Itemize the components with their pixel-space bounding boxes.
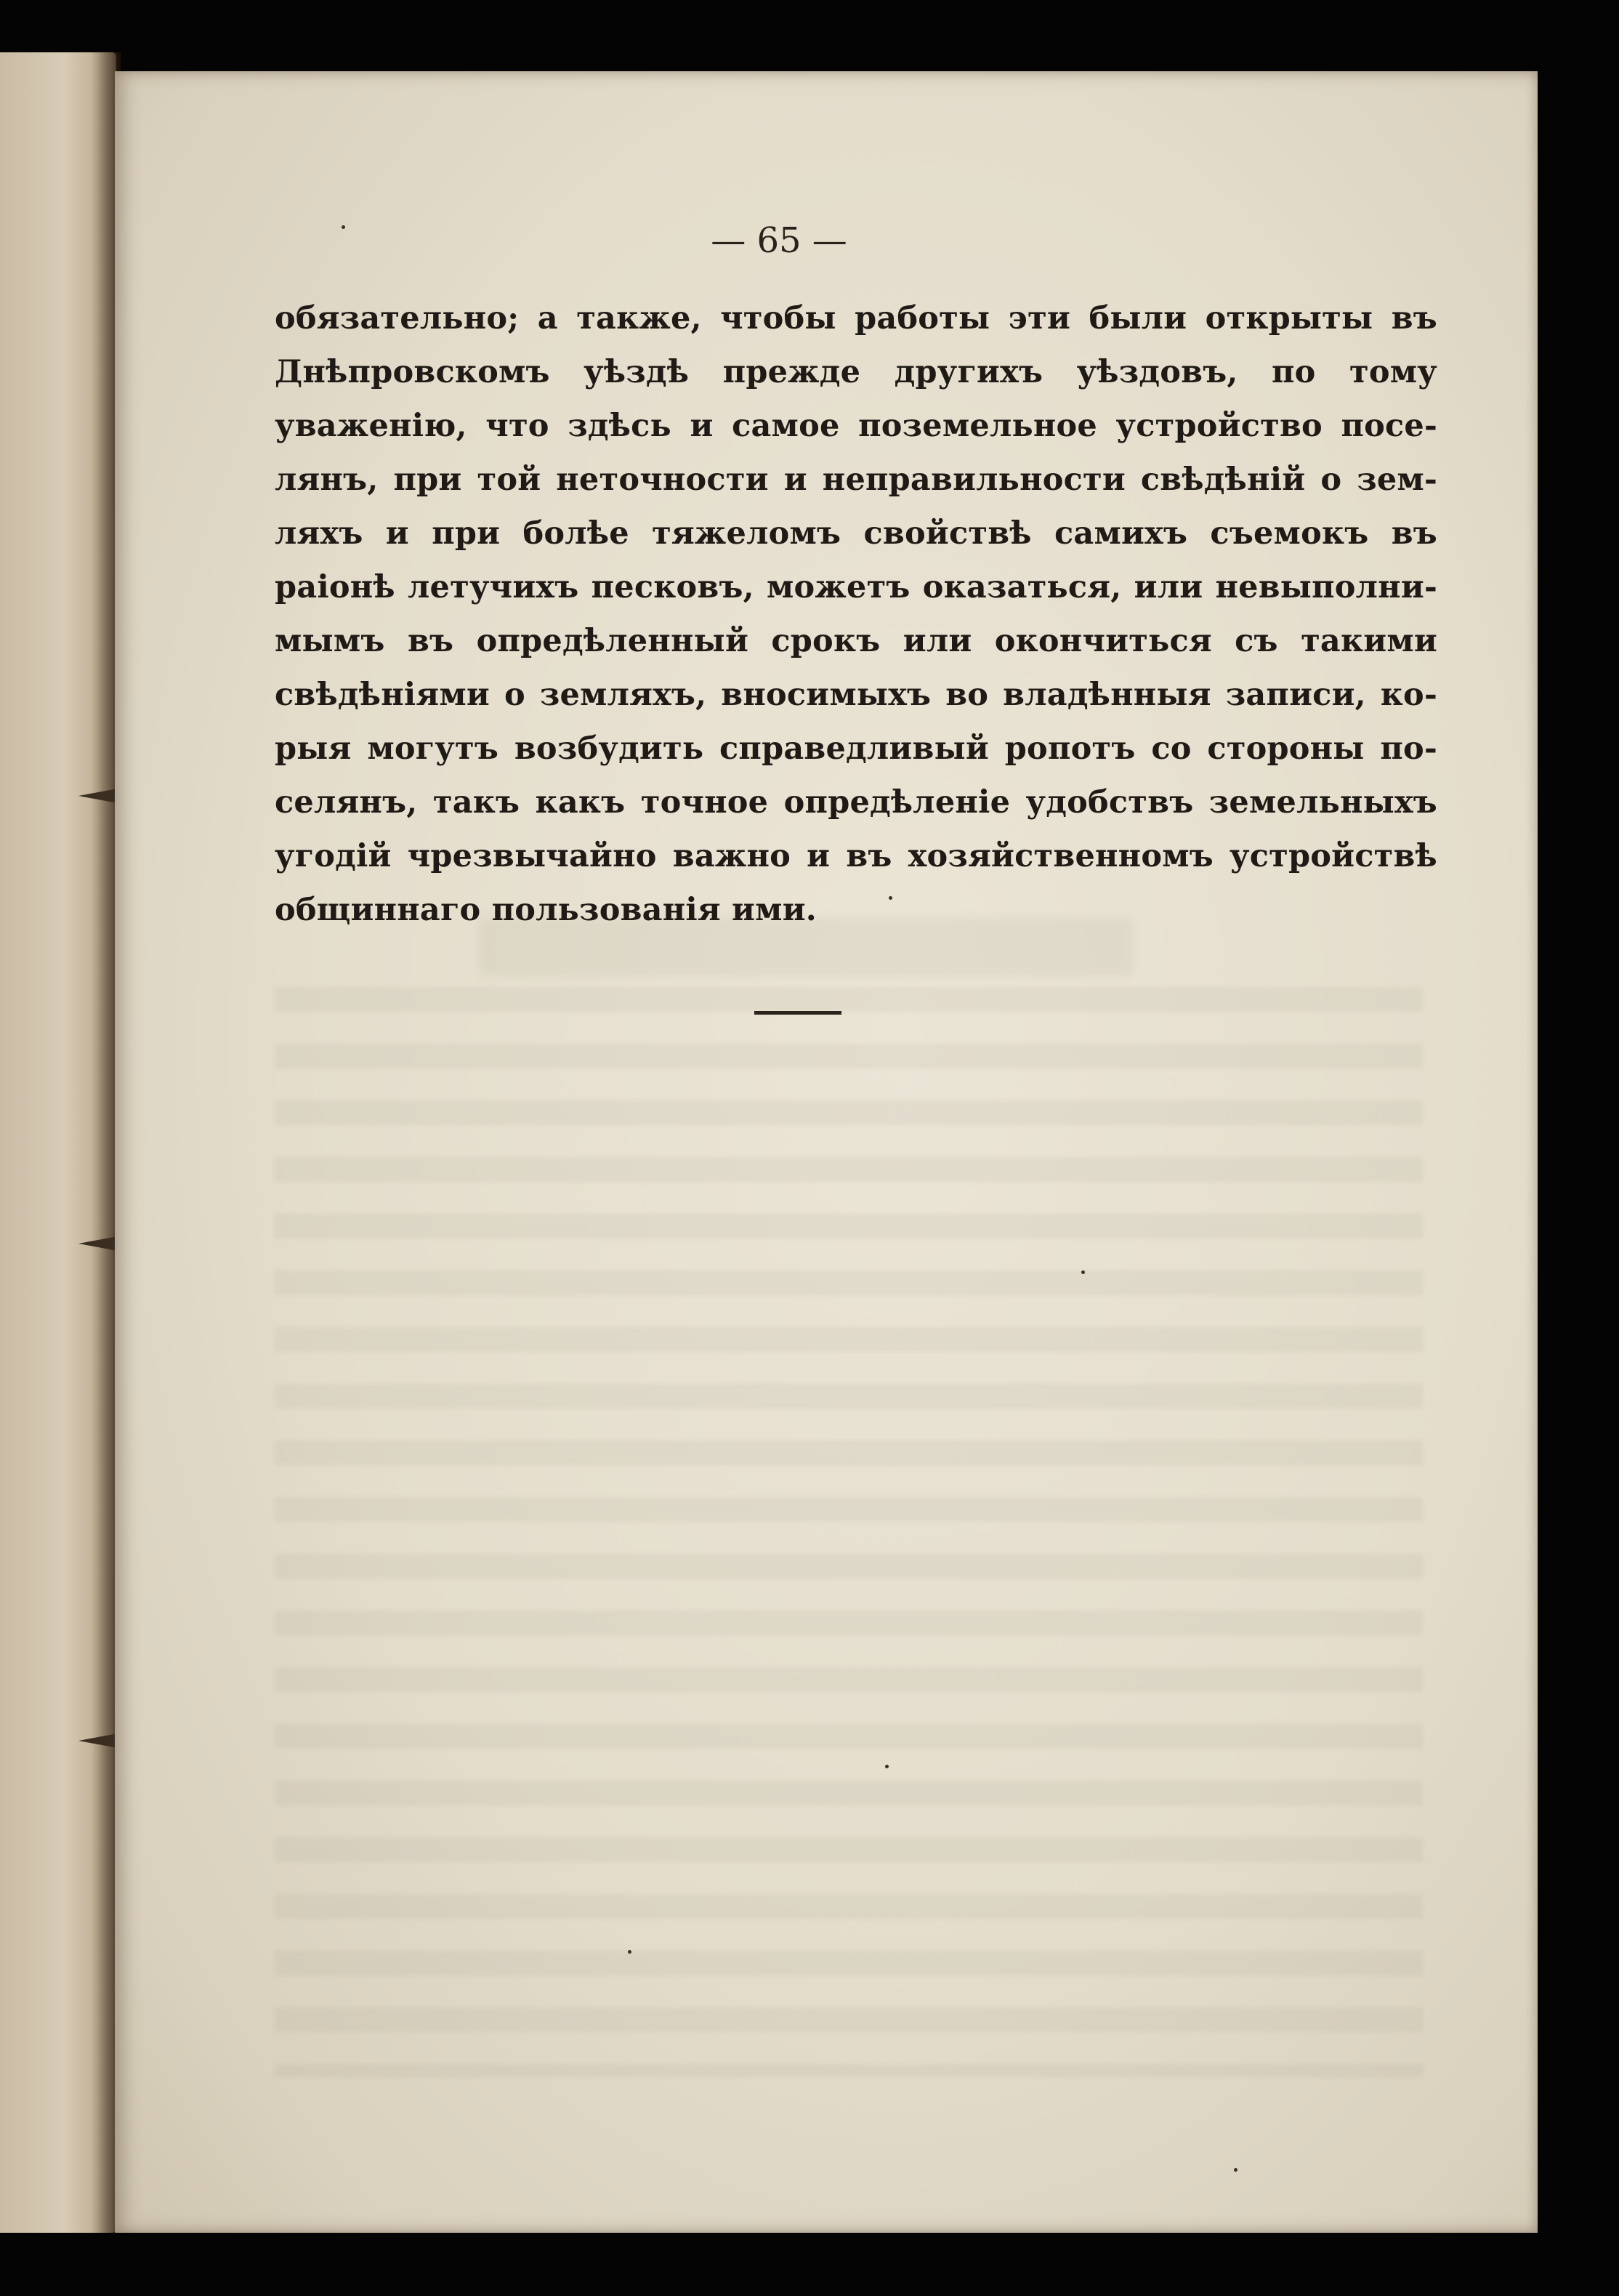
bleed-through-text — [275, 987, 1423, 2077]
paper-speck — [1081, 1270, 1085, 1274]
body-paragraph — [275, 291, 1437, 937]
text-line: обязательно; а также, чтобы работы эти были открыты въ — [275, 300, 1437, 337]
paper-speck — [1234, 2168, 1238, 2172]
text-line: лянъ, при той неточности и неправильности свѣдѣній о зем- — [275, 462, 1437, 498]
text-line: Днѣпровскомъ уѣздѣ прежде другихъ уѣздовъ, по тому — [275, 354, 1437, 390]
text-line: уваженію, что здѣсь и самое поземельное устройство посе- — [275, 408, 1437, 444]
text-line: селянъ, такъ какъ точное опредѣленіе удобствъ земельныхъ — [275, 784, 1437, 821]
text-line: мымъ въ опредѣленный срокъ или окончиться съ такими — [275, 623, 1437, 659]
paper-speck — [889, 896, 892, 900]
book-page — [115, 71, 1538, 2233]
text-line: раіонѣ летучихъ песковъ, можетъ оказаться, или невыполни- — [275, 569, 1437, 605]
text-line: ляхъ и при болѣе тяжеломъ свойствѣ самихъ съемокъ въ — [275, 515, 1437, 552]
text-line: общиннаго пользованія ими. — [275, 892, 817, 928]
paper-speck — [342, 225, 345, 229]
section-divider-rule — [754, 1011, 841, 1015]
text-line: угодій чрезвычайно важно и въ хозяйственномъ устройствѣ — [275, 838, 1437, 874]
paper-speck — [885, 1765, 889, 1768]
text-line: свѣдѣніями о земляхъ, вносимыхъ во владѣнныя записи, ко- — [275, 677, 1437, 713]
paper-speck — [628, 1950, 631, 1954]
text-line: рыя могутъ возбудить справедливый ропотъ со стороны по- — [275, 730, 1437, 767]
page-number: — 65 — — [711, 220, 847, 261]
